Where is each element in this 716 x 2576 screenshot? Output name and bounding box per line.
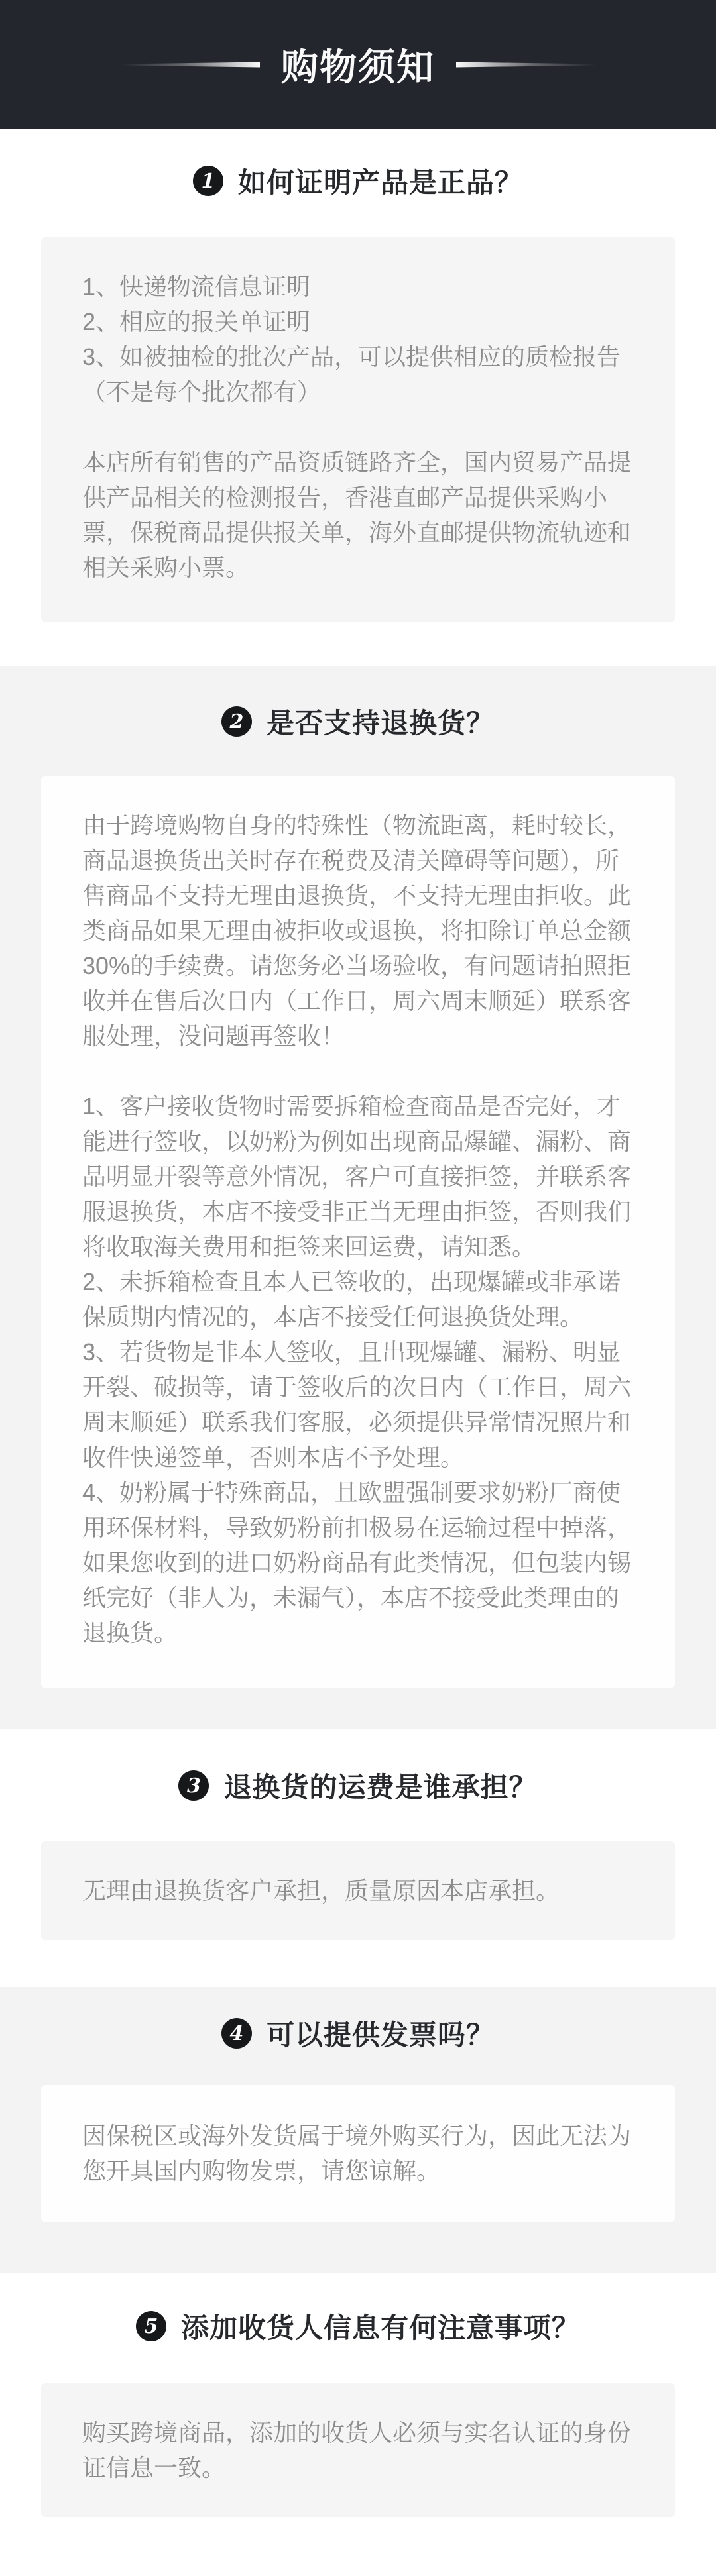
section-card — [41, 1841, 675, 1940]
header-right-line-decoration — [456, 62, 597, 68]
card-paragraph: 由于跨境购物自身的特殊性（物流距离，耗时较长，商品退换货出关时存在税费及清关障碍等问题），所售商品不支持无理由退换货，不支持无理由拒收。此类商品如果无理由被拒收或退换，将扣除订单总金额30%的手续费。请您务必当场验收，有问题请拍照拒收并在售后次日内（工作日，周六周末顺延）联系客服处理，没问题再签收！ — [82, 812, 632, 1049]
section-heading — [0, 161, 716, 201]
section-card — [41, 2383, 675, 2517]
section-title: 添加收货人信息有何注意事项？ — [180, 2312, 580, 2343]
section-card — [41, 237, 675, 622]
section-number-badge: 4 — [221, 2018, 252, 2049]
section-heading — [0, 2306, 716, 2346]
page-title: 购物须知 — [281, 46, 435, 88]
card-paragraph: 3、若货物是非本人签收，且出现爆罐、漏粉、明显开裂、破损等，请于签收后的次日内（工作日，周六周末顺延）联系我们客服，必须提供异常情况照片和收件快递签单，否则本店不予处理。 — [82, 1338, 632, 1471]
section-3 — [0, 1729, 716, 1987]
section-title: 如何证明产品是正品？ — [237, 167, 523, 198]
section-card — [41, 776, 675, 1688]
section-heading — [0, 2013, 716, 2053]
section-number-badge: 5 — [136, 2311, 166, 2341]
section-4 — [0, 1987, 716, 2273]
page-header — [0, 0, 716, 129]
card-line: 3、如被抽检的批次产品，可以提供相应的质检报告 — [82, 343, 621, 370]
section-5 — [0, 2273, 716, 2562]
section-card — [41, 2085, 675, 2222]
section-title: 可以提供发票吗？ — [266, 2019, 495, 2051]
sections — [0, 129, 716, 2562]
card-paragraph: 本店所有销售的产品资质链路齐全，国内贸易产品提供产品相关的检测报告，香港直邮产品提供采购小票，保税商品提供报关单，海外直邮提供物流轨迹和相关采购小票。 — [82, 449, 632, 581]
section-title: 是否支持退换货？ — [266, 708, 495, 739]
section-2 — [0, 666, 716, 1729]
card-paragraph: 无理由退换货客户承担，质量原因本店承担。 — [82, 1877, 560, 1904]
section-title: 退换货的运费是谁承担？ — [223, 1772, 538, 1803]
card-paragraph: 因保税区或海外发货属于境外购买行为，因此无法为您开具国内购物发票，请您谅解。 — [82, 2122, 632, 2184]
section-heading — [0, 702, 716, 741]
header-left-line-decoration — [119, 62, 260, 68]
section-number-badge: 1 — [193, 166, 223, 196]
section-heading — [0, 1766, 716, 1805]
card-line: 2、相应的报关单证明 — [82, 308, 311, 335]
card-line: 1、快递物流信息证明 — [82, 273, 311, 300]
card-line: （不是每个批次都有） — [82, 378, 322, 405]
card-paragraph: 2、未拆箱检查且本人已签收的，出现爆罐或非承诺保质期内情况的，本店不接受任何退换货处理。 — [82, 1268, 621, 1330]
section-number-badge: 2 — [221, 706, 252, 737]
card-paragraph: 购买跨境商品，添加的收货人必须与实名认证的身份证信息一致。 — [82, 2419, 632, 2481]
section-1 — [0, 129, 716, 666]
card-paragraph: 1、客户接收货物时需要拆箱检查商品是否完好，才能进行签收，以奶粉为例如出现商品爆罐、漏粉、商品明显开裂等意外情况，客户可直接拒签，并联系客服退换货，本店不接受非正当无理由拒签，否则我们将收取海关费用和拒签来回运费，请知悉。 — [82, 1093, 632, 1260]
card-paragraph: 4、奶粉属于特殊商品，且欧盟强制要求奶粉厂商使用环保材料，导致奶粉前扣极易在运输过程中掉落，如果您收到的进口奶粉商品有此类情况，但包装内锡纸完好（非人为，未漏气），本店不接受此类理由的退换货。 — [82, 1479, 632, 1646]
section-number-badge: 3 — [178, 1770, 209, 1801]
